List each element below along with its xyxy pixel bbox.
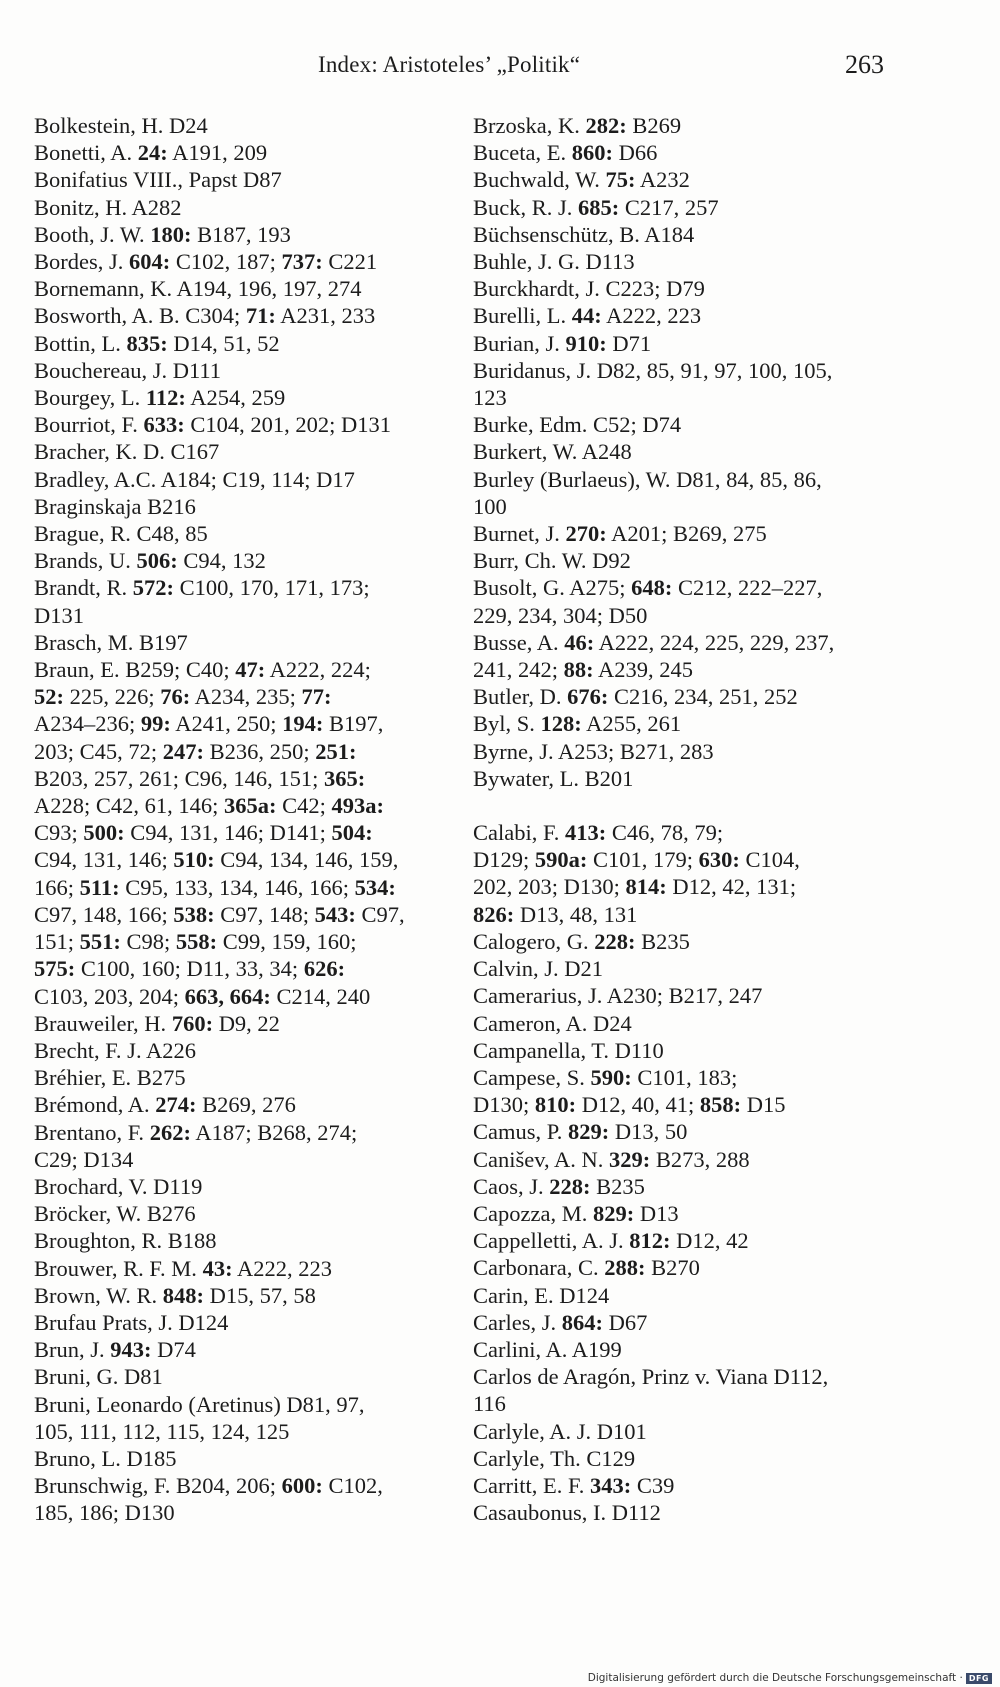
index-entry-line: Campanella, T. D110 — [473, 1037, 664, 1063]
index-entry — [34, 1309, 464, 1336]
index-entry-line: Bourgey, L. 112: A254, 259 — [34, 385, 286, 411]
index-entry-line: Cameron, A. D24 — [473, 1010, 632, 1036]
index-entry — [473, 1037, 913, 1064]
index-entry-line: C93; 500: C94, 131, 146; D141; 504: — [34, 820, 373, 846]
index-entry-line: Bornemann, K. A194, 196, 197, 274 — [34, 276, 362, 302]
index-entry — [473, 574, 913, 628]
index-entry-line: Carritt, E. F. 343: C39 — [473, 1472, 675, 1498]
index-entry-line: 123 — [473, 385, 507, 411]
index-entry — [34, 112, 464, 139]
index-entry — [34, 1227, 464, 1254]
index-entry-line: Braun, E. B259; C40; 47: A222, 224; — [34, 657, 371, 683]
index-entry — [34, 139, 464, 166]
index-entry — [473, 248, 913, 275]
index-entry-line: Bordes, J. 604: C102, 187; 737: C221 — [34, 249, 378, 275]
index-entry — [473, 411, 913, 438]
index-entry-line: Busolt, G. A275; 648: C212, 222–227, — [473, 575, 823, 601]
letter-section-gap — [473, 792, 913, 819]
index-entry — [473, 330, 913, 357]
index-entry — [473, 139, 913, 166]
running-header — [0, 50, 1000, 90]
index-entry-line: Brun, J. 943: D74 — [34, 1337, 196, 1363]
index-entry-line: Campese, S. 590: C101, 183; — [473, 1064, 738, 1090]
index-entry-line: Bracher, K. D. C167 — [34, 439, 220, 465]
index-entry — [34, 1064, 464, 1091]
index-entry — [34, 1363, 464, 1390]
index-entry — [473, 738, 913, 765]
index-entry-line: Burelli, L. 44: A222, 223 — [473, 303, 702, 329]
index-entry-line: 166; 511: C95, 133, 134, 146, 166; 534: — [34, 874, 396, 900]
header-title: Index: Aristoteles’ „Politik“ — [318, 52, 581, 77]
index-entry-line: Brouwer, R. F. M. 43: A222, 223 — [34, 1255, 332, 1281]
index-entry — [473, 466, 913, 520]
index-entry-line: Byrne, J. A253; B271, 283 — [473, 738, 714, 764]
index-entry-line: Burckhardt, J. C223; D79 — [473, 276, 705, 302]
index-entry — [473, 275, 913, 302]
index-entry-line: Calvin, J. D21 — [473, 956, 604, 982]
index-entry — [473, 1010, 913, 1037]
index-entry-line: Brasch, M. B197 — [34, 629, 188, 655]
index-entry — [473, 710, 913, 737]
index-entry-line: B203, 257, 261; C96, 146, 151; 365: — [34, 765, 366, 791]
index-entry — [473, 955, 913, 982]
index-entry — [473, 629, 913, 683]
index-entry-line: Camus, P. 829: D13, 50 — [473, 1119, 688, 1145]
index-entry — [473, 166, 913, 193]
index-entry — [34, 1445, 464, 1472]
index-entry-line: Bruni, Leonardo (Aretinus) D81, 97, — [34, 1391, 365, 1417]
index-entry-line: Buhle, J. G. D113 — [473, 249, 635, 275]
index-entry — [34, 1255, 464, 1282]
index-entry — [473, 1227, 913, 1254]
footer-text: Digitalisierung gefördert durch die Deutsche Forschungsgemeinschaft · — [587, 1672, 963, 1684]
index-entry-line: 105, 111, 112, 115, 124, 125 — [34, 1418, 290, 1444]
index-entry-line: C103, 203, 204; 663, 664: C214, 240 — [34, 983, 371, 1009]
index-entry-line: 575: C100, 160; D11, 33, 34; 626: — [34, 956, 346, 982]
index-entry — [473, 1200, 913, 1227]
index-entry-line: Bolkestein, H. D24 — [34, 113, 208, 138]
index-entry-line: Burr, Ch. W. D92 — [473, 548, 631, 574]
index-entry — [473, 683, 913, 710]
index-entry — [34, 248, 464, 275]
index-entry-line: Brochard, V. D119 — [34, 1173, 203, 1199]
index-entry-line: Brunschwig, F. B204, 206; 600: C102, — [34, 1473, 383, 1499]
index-entry-line: Buridanus, J. D82, 85, 91, 97, 100, 105, — [473, 357, 833, 383]
index-entry-line: Carlini, A. A199 — [473, 1336, 622, 1362]
index-entry — [34, 1091, 464, 1118]
index-entry — [34, 330, 464, 357]
index-entry-line: Brandt, R. 572: C100, 170, 171, 173; — [34, 575, 370, 601]
index-entry — [34, 1391, 464, 1445]
digitization-footer — [588, 1670, 992, 1686]
index-entry — [473, 765, 913, 792]
index-entry — [473, 1418, 913, 1445]
index-entry-line: Burley (Burlaeus), W. D81, 84, 85, 86, — [473, 466, 822, 492]
index-entry-line: Carlyle, Th. C129 — [473, 1445, 636, 1471]
index-entry-line: Camerarius, J. A230; B217, 247 — [473, 983, 763, 1009]
index-entry-line: 116 — [473, 1391, 506, 1417]
index-entry-line: C29; D134 — [34, 1146, 134, 1172]
index-entry-line: Casaubonus, I. D112 — [473, 1500, 661, 1526]
index-entry-line: A228; C42, 61, 146; 365a: C42; 493a: — [34, 793, 385, 819]
index-entry — [473, 357, 913, 411]
index-entry — [473, 819, 913, 928]
index-entry-line: Burke, Edm. C52; D74 — [473, 412, 682, 438]
index-entry-line: Carlos de Aragón, Prinz v. Viana D112, — [473, 1364, 829, 1390]
index-entry — [473, 928, 913, 955]
index-entry — [34, 357, 464, 384]
index-entry-line: Bröcker, W. B276 — [34, 1201, 196, 1227]
index-entry-line: Brague, R. C48, 85 — [34, 521, 208, 547]
index-entry-line: Canišev, A. N. 329: B273, 288 — [473, 1146, 750, 1172]
index-entry-line: Brentano, F. 262: A187; B268, 274; — [34, 1119, 358, 1145]
index-entry-line: Buchwald, W. 75: A232 — [473, 167, 690, 193]
index-entry-line: Bonifatius VIII., Papst D87 — [34, 167, 282, 193]
index-entry — [34, 1119, 464, 1173]
index-entry — [34, 411, 464, 438]
index-entry-line: Carin, E. D124 — [473, 1282, 610, 1308]
index-entry — [473, 302, 913, 329]
index-entry — [34, 629, 464, 656]
index-entry-line: D130; 810: D12, 40, 41; 858: D15 — [473, 1092, 786, 1118]
index-entry — [473, 1472, 913, 1499]
index-entry-line: Burnet, J. 270: A201; B269, 275 — [473, 521, 767, 547]
index-entry-line: Cappelletti, A. J. 812: D12, 42 — [473, 1228, 749, 1254]
dfg-logo: DFG — [966, 1673, 992, 1684]
index-entry-line: 229, 234, 304; D50 — [473, 602, 648, 628]
index-entry-line: Caos, J. 228: B235 — [473, 1173, 645, 1199]
index-entry — [34, 438, 464, 465]
index-entry-line: D131 — [34, 602, 84, 628]
index-entry — [34, 520, 464, 547]
index-entry — [34, 275, 464, 302]
index-entry-line: Brufau Prats, J. D124 — [34, 1309, 229, 1335]
index-entry — [34, 1200, 464, 1227]
index-entry-line: Brands, U. 506: C94, 132 — [34, 548, 266, 574]
index-entry — [473, 194, 913, 221]
index-entry-line: Brémond, A. 274: B269, 276 — [34, 1092, 296, 1118]
index-entry-line: 151; 551: C98; 558: C99, 159, 160; — [34, 929, 357, 955]
index-entry-line: Burian, J. 910: D71 — [473, 330, 652, 356]
index-entry-line: Bywater, L. B201 — [473, 765, 634, 791]
index-entry — [473, 221, 913, 248]
index-entry-line: Calogero, G. 228: B235 — [473, 928, 690, 954]
index-entry-line: Bruno, L. D185 — [34, 1445, 177, 1471]
index-entry — [473, 1146, 913, 1173]
index-entry — [34, 656, 464, 1010]
index-entry-line: Carles, J. 864: D67 — [473, 1309, 648, 1335]
index-column-left — [34, 112, 464, 1527]
index-entry — [473, 520, 913, 547]
index-entry-line: 241, 242; 88: A239, 245 — [473, 657, 694, 683]
index-entry-line: A234–236; 99: A241, 250; 194: B197, — [34, 711, 384, 737]
index-entry-line: Butler, D. 676: C216, 234, 251, 252 — [473, 684, 798, 710]
index-entry — [473, 982, 913, 1009]
index-entry-line: Carlyle, A. J. D101 — [473, 1418, 647, 1444]
index-entry-line: Bosworth, A. B. C304; 71: A231, 233 — [34, 303, 376, 329]
index-entry — [34, 1173, 464, 1200]
index-entry — [34, 1010, 464, 1037]
index-entry-line: 100 — [473, 493, 507, 519]
index-entry — [34, 574, 464, 628]
index-entry — [34, 384, 464, 411]
index-entry — [473, 1363, 913, 1417]
index-entry-line: Bouchereau, J. D111 — [34, 357, 222, 383]
index-entry-line: Bourriot, F. 633: C104, 201, 202; D131 — [34, 412, 391, 438]
index-entry — [473, 1499, 913, 1526]
index-entry — [34, 1336, 464, 1363]
index-entry-line: Brzoska, K. 282: B269 — [473, 113, 682, 138]
index-entry-line: C94, 131, 146; 510: C94, 134, 146, 159, — [34, 847, 399, 873]
index-entry — [34, 194, 464, 221]
index-entry-line: 52: 225, 226; 76: A234, 235; 77: — [34, 684, 332, 710]
index-entry-line: Buck, R. J. 685: C217, 257 — [473, 194, 719, 220]
index-entry — [473, 1173, 913, 1200]
index-entry — [34, 1037, 464, 1064]
index-entry-line: Brecht, F. J. A226 — [34, 1037, 196, 1063]
index-entry-line: Broughton, R. B188 — [34, 1228, 217, 1254]
index-entry-line: Büchsenschütz, B. A184 — [473, 221, 695, 247]
index-entry-line: Bruni, G. D81 — [34, 1364, 163, 1390]
index-column-right — [473, 112, 913, 1526]
index-entry — [473, 547, 913, 574]
index-entry-line: Burkert, W. A248 — [473, 439, 632, 465]
index-entry-line: Carbonara, C. 288: B270 — [473, 1255, 700, 1281]
index-entry-line: 203; C45, 72; 247: B236, 250; 251: — [34, 738, 357, 764]
index-entry-line: Bréhier, E. B275 — [34, 1065, 186, 1091]
index-entry-line: Buceta, E. 860: D66 — [473, 140, 658, 166]
index-entry — [473, 112, 913, 139]
index-entry — [34, 302, 464, 329]
index-entry — [34, 493, 464, 520]
index-entry — [34, 1282, 464, 1309]
index-entry — [34, 166, 464, 193]
index-entry-line: Bottin, L. 835: D14, 51, 52 — [34, 330, 280, 356]
index-entry-line: Busse, A. 46: A222, 224, 225, 229, 237, — [473, 629, 835, 655]
index-entry — [34, 547, 464, 574]
index-entry-line: Bonetti, A. 24: A191, 209 — [34, 140, 268, 166]
index-entry — [473, 1254, 913, 1281]
index-entry — [473, 1282, 913, 1309]
index-entry-line: Bradley, A.C. A184; C19, 114; D17 — [34, 466, 355, 492]
index-entry-line: D129; 590a: C101, 179; 630: C104, — [473, 847, 800, 873]
index-entry-line: Bonitz, H. A282 — [34, 194, 182, 220]
index-entry — [34, 1472, 464, 1526]
index-entry-line: Brauweiler, H. 760: D9, 22 — [34, 1010, 280, 1036]
index-entry — [473, 1118, 913, 1145]
index-entry-line: 185, 186; D130 — [34, 1500, 175, 1526]
index-entry — [473, 438, 913, 465]
index-entry-line: Booth, J. W. 180: B187, 193 — [34, 221, 291, 247]
index-entry — [34, 466, 464, 493]
index-entry-line: Capozza, M. 829: D13 — [473, 1200, 679, 1226]
index-entry — [473, 1445, 913, 1472]
index-entry — [473, 1064, 913, 1118]
index-entry — [473, 1336, 913, 1363]
index-entry-line: 826: D13, 48, 131 — [473, 901, 638, 927]
index-entry-line: C97, 148, 166; 538: C97, 148; 543: C97, — [34, 901, 405, 927]
index-entry-line: Braginskaja B216 — [34, 493, 196, 519]
index-entry-line: Calabi, F. 413: C46, 78, 79; — [473, 820, 724, 846]
index-entry — [473, 1309, 913, 1336]
page-number: 263 — [845, 50, 884, 79]
index-entry-line: Byl, S. 128: A255, 261 — [473, 711, 682, 737]
index-entry — [34, 221, 464, 248]
index-entry-line: Brown, W. R. 848: D15, 57, 58 — [34, 1282, 316, 1308]
index-entry-line: 202, 203; D130; 814: D12, 42, 131; — [473, 874, 797, 900]
